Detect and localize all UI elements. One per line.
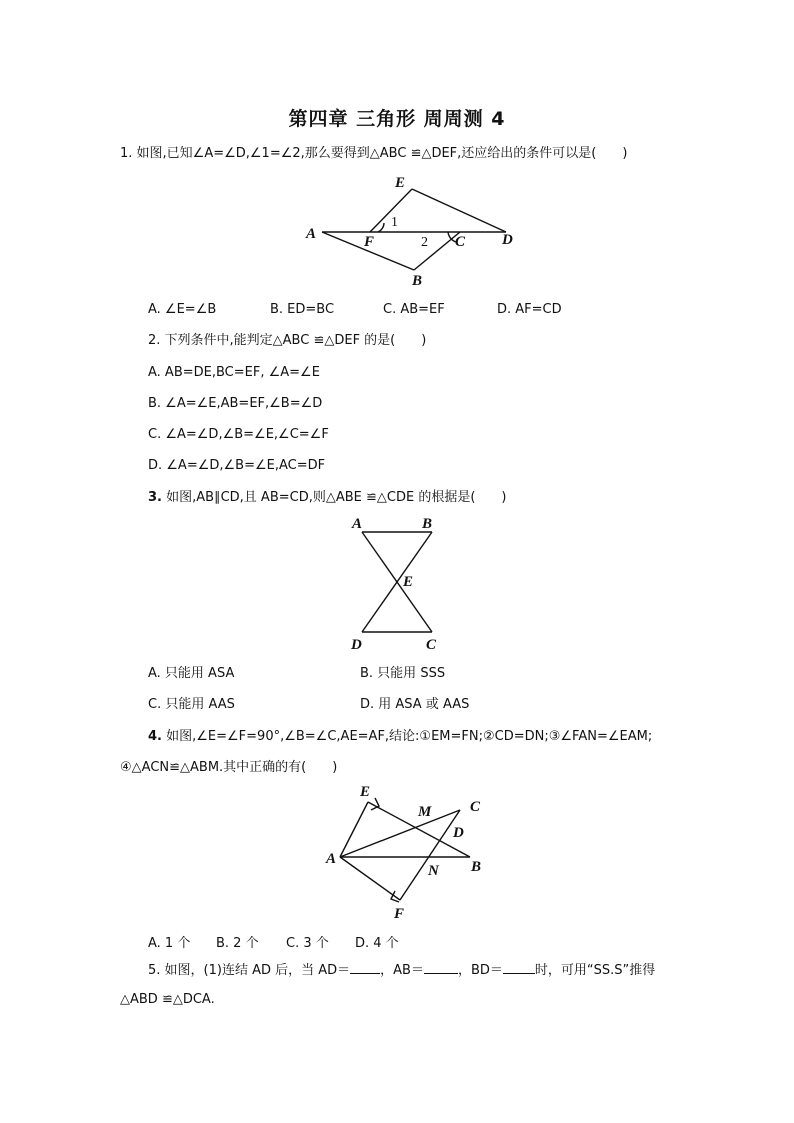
q4-label-D: D	[453, 825, 464, 841]
q2-option-c: C. ∠A=∠D,∠B=∠E,∠C=∠F	[148, 427, 329, 442]
q1-label-C: C	[455, 234, 466, 250]
q2-option-d: D. ∠A=∠D,∠B=∠E,AC=DF	[148, 458, 326, 473]
q1-label-E: E	[395, 175, 406, 191]
q4-label-N: N	[428, 863, 439, 879]
q5-blank-ad[interactable]	[350, 961, 380, 974]
q4-option-d: D. 4 个	[355, 936, 399, 951]
q4-label-A: A	[326, 851, 337, 867]
q4-stem-line2: ④△ACN≌△ABM.其中正确的有( )	[120, 760, 338, 775]
q3-label-B: B	[422, 516, 433, 532]
q3-label-A: A	[352, 516, 363, 532]
q4-label-M: M	[418, 804, 432, 820]
q3-label-C: C	[426, 637, 437, 653]
q3-figure	[340, 508, 450, 654]
q4-option-c: C. 3 个	[286, 936, 329, 951]
q3-label-D: D	[351, 637, 362, 653]
q5-line1	[148, 961, 655, 979]
q5-part1: 5. 如图，(1)连结 AD 后，当 AD＝	[148, 963, 351, 978]
q4-option-b: B. 2 个	[216, 936, 259, 951]
q4-number: 4.	[148, 729, 162, 744]
q1-label-F: F	[364, 234, 375, 250]
q1-label-2: 2	[421, 235, 428, 250]
q3-label-E: E	[403, 574, 414, 590]
q3-stem: 如图,AB∥CD,且 AB=CD,则△ABE ≌△CDE 的根据是( )	[166, 490, 507, 505]
q4-option-a: A. 1 个	[148, 936, 191, 951]
q5-part2: ，AB＝	[380, 963, 424, 978]
q5-line2: △ABD ≌△DCA.	[120, 992, 215, 1007]
q4-stem-line1	[148, 729, 652, 745]
q1-label-1: 1	[391, 215, 398, 230]
q4-label-F: F	[394, 906, 405, 922]
q3-stem-line	[148, 490, 506, 506]
page-title: 第四章 三角形 周周测 4	[288, 108, 506, 130]
q3-option-a: A. 只能用 ASA	[148, 666, 235, 681]
q3-option-c: C. 只能用 AAS	[148, 697, 235, 712]
q1-option-c: C. AB=EF	[383, 302, 445, 317]
q2-option-a: A. AB=DE,BC=EF, ∠A=∠E	[148, 365, 320, 380]
q5-part4: 时，可用“SS.S”推得	[534, 963, 656, 978]
q4-label-C: C	[470, 799, 481, 815]
q1-figure	[300, 168, 530, 290]
q1-label-D: D	[502, 232, 513, 248]
q5-blank-bd[interactable]	[503, 961, 535, 974]
q1-label-A: A	[306, 226, 317, 242]
q5-part3: ，BD＝	[457, 963, 503, 978]
q4-label-E: E	[360, 784, 371, 800]
q1-option-b: B. ED=BC	[270, 302, 335, 317]
q4-figure	[320, 780, 490, 925]
q4-stem-1: 如图,∠E=∠F=90°,∠B=∠C,AE=AF,结论:①EM=FN;②CD=DN;③∠FAN=∠EAM;	[166, 729, 653, 744]
q2-stem: 2. 下列条件中,能判定△ABC ≌△DEF 的是( )	[148, 333, 427, 348]
q5-blank-ab[interactable]	[424, 961, 458, 974]
q3-option-b: B. 只能用 SSS	[360, 666, 446, 681]
q3-option-d: D. 用 ASA 或 AAS	[360, 697, 470, 712]
q1-label-B: B	[412, 273, 423, 289]
q1-option-a: A. ∠E=∠B	[148, 302, 217, 317]
q2-option-b: B. ∠A=∠E,AB=EF,∠B=∠D	[148, 396, 323, 411]
q3-number: 3.	[148, 490, 162, 505]
q1-option-d: D. AF=CD	[497, 302, 562, 317]
q4-label-B: B	[471, 859, 482, 875]
q1-stem: 1. 如图,已知∠A=∠D,∠1=∠2,那么要得到△ABC ≌△DEF,还应给出的条件可以是( )	[120, 146, 628, 161]
